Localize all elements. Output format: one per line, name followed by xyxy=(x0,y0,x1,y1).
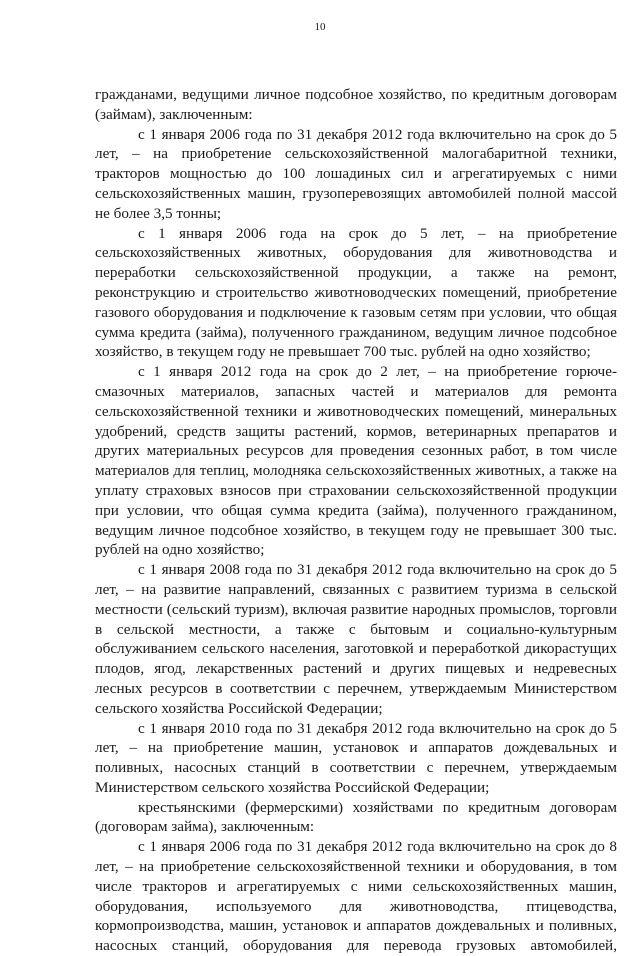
paragraph-farm-equipment-2006: с 1 января 2006 года по 31 декабря 2012 года включительно на срок до 8 лет, – на приобретение сельскохозяйственной техники и оборудования, в том числе тракторов и агрегатируемых с ними сельскохозяйственных машин, оборудования, используемого для животноводства, птицеводства, кормопроизводства, машин, установок и аппаратов дождевальных и поливных, насосных станций, оборудования для перевода грузовых автомобилей, xyxy=(95,838,617,955)
paragraph-livestock-2006: с 1 января 2006 года на срок до 5 лет, – на приобретение сельскохозяйственных животных, оборудования для животноводства и переработки сельскохозяйственной продукции, а также на ремонт, реконструкцию и строительство животноводческих помещений, приобретение газового оборудования и подключение к газовым сетям при условии, что общая сумма кредита (займа), полученного гражданином, ведущим личное подсобное хозяйство, в текущем году не превышает 700 тыс. рублей на одно хозяйство; xyxy=(95,224,617,361)
paragraph-fuel-2012: с 1 января 2012 года на срок до 2 лет, – на приобретение горюче-смазочных материалов, запасных частей и материалов для ремонта сельскохозяйственной техники и животноводческих помещений, минеральных удобрений, средств защиты растений, кормов, ветеринарных препаратов и других материальных ресурсов для проведения сезонных работ, в том числе материалов для теплиц, молодняка сельскохозяйственных животных, а также на уплату страховых взносов при страховании сельскохозяйственной продукции при условии, что общая сумма кредита (займа), полученного гражданином, ведущим личное подсобное хозяйство, в текущем году не превышает 300 тыс. рублей на одно хозяйство; xyxy=(95,363,617,559)
paragraph-citizens-intro: гражданами, ведущими личное подсобное хозяйство, по кредитным договорам (займам), заключенным: xyxy=(95,86,617,123)
document-body xyxy=(95,85,617,956)
paragraph-tourism-2008: с 1 января 2008 года по 31 декабря 2012 года включительно на срок до 5 лет, – на развитие направлений, связанных с развитием туризма в сельской местности (сельский туризм), включая развитие народных промыслов, торговли в сельской местности, а также с бытовым и социально-культурным обслуживанием сельского населения, заготовкой и переработкой дикорастущих плодов, ягод, лекарственных растений и других пищевых и недревесных лесных ресурсов в соответствии с перечнем, утверждаемым Министерством сельского хозяйства Российской Федерации; xyxy=(95,561,617,717)
paragraph-machinery-2006: с 1 января 2006 года по 31 декабря 2012 года включительно на срок до 5 лет, – на приобретение сельскохозяйственной малогабаритной техники, тракторов мощностью до 100 лошадиных сил и агрегатируемых с ними сельскохозяйственных машин, грузоперевозящих автомобилей полной массой не более 3,5 тонны; xyxy=(95,125,617,222)
paragraph-farms-intro: крестьянскими (фермерскими) хозяйствами по кредитным договорам (договорам займа), заключенным: xyxy=(95,798,617,836)
paragraph-irrigation-2010: с 1 января 2010 года по 31 декабря 2012 года включительно на срок до 5 лет, – на приобретение машин, установок и аппаратов дождевальных и поливных, насосных станций в соответствии с перечнем, утверждаемым Министерством сельского хозяйства Российской Федерации; xyxy=(95,719,617,796)
page-number: 10 xyxy=(314,21,326,33)
